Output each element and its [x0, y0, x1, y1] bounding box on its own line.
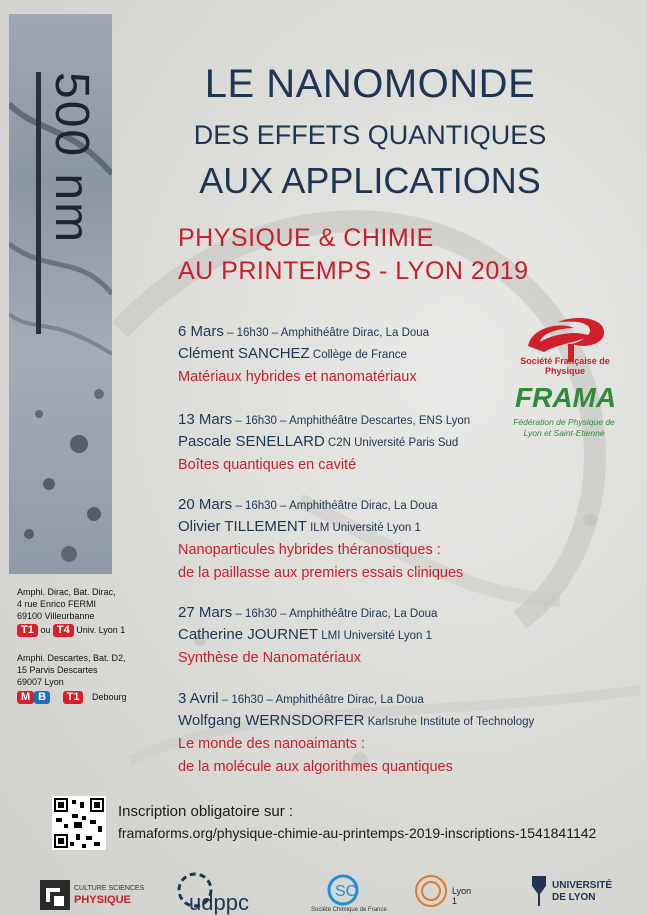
event-details: – 16h30 – Amphithéâtre Dirac, La Doua: [218, 694, 424, 706]
event-affiliation: Collège de France: [309, 349, 407, 361]
culture-sciences-sub: PHYSIQUE: [74, 894, 131, 906]
lyon1-logo: [414, 874, 472, 912]
universite-label: UNIVERSITÉ: [552, 880, 613, 891]
address-descartes: [17, 652, 127, 704]
lyon1-icon: [414, 874, 448, 908]
tram-badge: T1: [17, 624, 38, 637]
metro-badge: M: [17, 691, 34, 704]
subtitle-line-1: PHYSIQUE & CHIMIE: [178, 224, 434, 252]
event-topic: Matériaux hybrides et nanomatériaux: [178, 369, 417, 385]
event-speaker: Wolfgang WERNSDORFER: [178, 712, 365, 729]
tram-badge: T4: [53, 624, 74, 637]
udppc-label: udppc: [189, 890, 249, 915]
event-affiliation: C2N Université Paris Sud: [324, 437, 459, 449]
event-speaker: Olivier TILLEMENT: [178, 518, 307, 535]
address-line: 4 rue Enrico FERMI: [17, 599, 97, 609]
stop-name: Debourg: [92, 692, 127, 702]
event-topic: Nanoparticules hybrides théranostiques :: [178, 542, 441, 558]
event-speaker: Catherine JOURNET: [178, 626, 319, 643]
address-line: Amphi. Descartes, Bat. D2,: [17, 653, 126, 663]
culture-sciences-label: CULTURE SCIENCES: [74, 885, 145, 892]
scale-bar: [36, 72, 41, 334]
culture-sciences-logo: [40, 880, 145, 914]
culture-sciences-icon: [40, 880, 70, 910]
event-affiliation: Karlsruhe Institute of Technology: [364, 716, 535, 728]
event-topic: Boîtes quantiques en cavité: [178, 457, 357, 473]
event-date: 27 Mars: [178, 604, 233, 621]
event-5: [178, 689, 618, 779]
microscopy-image: [9, 14, 112, 574]
event-date: 3 Avril: [178, 690, 219, 707]
scf-icon: [325, 874, 369, 908]
tram-badge: T1: [63, 691, 84, 704]
event-details: – 16h30 – Amphithéâtre Dirac, La Doua: [232, 608, 438, 620]
event-topic: Le monde des nanoaimants :: [178, 736, 366, 752]
address-line: 69007 Lyon: [17, 677, 64, 687]
lion-icon: [530, 872, 548, 908]
event-date: 13 Mars: [178, 411, 233, 428]
universite-lyon-logo: [530, 872, 613, 912]
scf-logo: [311, 874, 387, 913]
address-line: Amphi. Dirac, Bat. Dirac,: [17, 587, 116, 597]
svg-text:SC: SC: [335, 883, 358, 900]
event-topic-2: de la paillasse aux premiers essais cliniques: [178, 565, 464, 581]
event-date: 20 Mars: [178, 496, 233, 513]
udppc-logo: [175, 870, 249, 915]
address-line: 15 Parvis Descartes: [17, 665, 98, 675]
or-text: ou: [40, 625, 51, 635]
registration-link[interactable]: framaforms.org/physique-chimie-au-printemps-2019-inscriptions-1541841142: [118, 825, 597, 841]
event-speaker: Clément SANCHEZ: [178, 345, 310, 362]
title-line-1: LE NANOMONDE: [204, 62, 536, 106]
address-dirac: [17, 586, 125, 637]
event-affiliation: LMI Université Lyon 1: [318, 630, 433, 642]
frama-subtitle: Fédération de Physique de Lyon et Saint-Etienne: [513, 417, 615, 438]
lyon1-label: Lyon 1: [452, 886, 472, 906]
event-details: – 16h30 – Amphithéâtre Dirac, La Doua: [223, 327, 430, 339]
event-speaker: Pascale SENELLARD: [178, 433, 325, 450]
subtitle-line-2: AU PRINTEMPS - LYON 2019: [178, 257, 529, 285]
registration-heading: Inscription obligatoire sur :: [118, 803, 294, 820]
sfp-name: Société Française de Physique: [520, 356, 610, 376]
metro-line-badge: B: [34, 691, 50, 704]
universite-sub: DE LYON: [552, 892, 596, 903]
scale-bar-label: 500 nm: [45, 72, 98, 245]
stop-name: Univ. Lyon 1: [76, 625, 126, 635]
title-line-2: DES EFFETS QUANTIQUES: [193, 120, 547, 150]
event-topic: Synthèse de Nanomatériaux: [178, 650, 361, 666]
event-4: [178, 603, 618, 670]
event-affiliation: ILM Université Lyon 1: [306, 522, 421, 534]
event-date: 6 Mars: [178, 323, 224, 340]
scf-label: Société Chimique de France: [311, 907, 387, 913]
address-line: 69100 Villeurbanne: [17, 611, 95, 621]
title-line-3: AUX APPLICATIONS: [199, 160, 541, 201]
event-topic-2: de la molécule aux algorithmes quantiques: [178, 759, 453, 775]
event-details: – 16h30 – Amphithéâtre Descartes, ENS Lyon: [232, 415, 471, 427]
frama-logo: FRAMA: [515, 382, 617, 413]
event-3: [178, 495, 618, 585]
event-details: – 16h30 – Amphithéâtre Dirac, La Doua: [232, 500, 438, 512]
qr-code[interactable]: [52, 796, 106, 850]
